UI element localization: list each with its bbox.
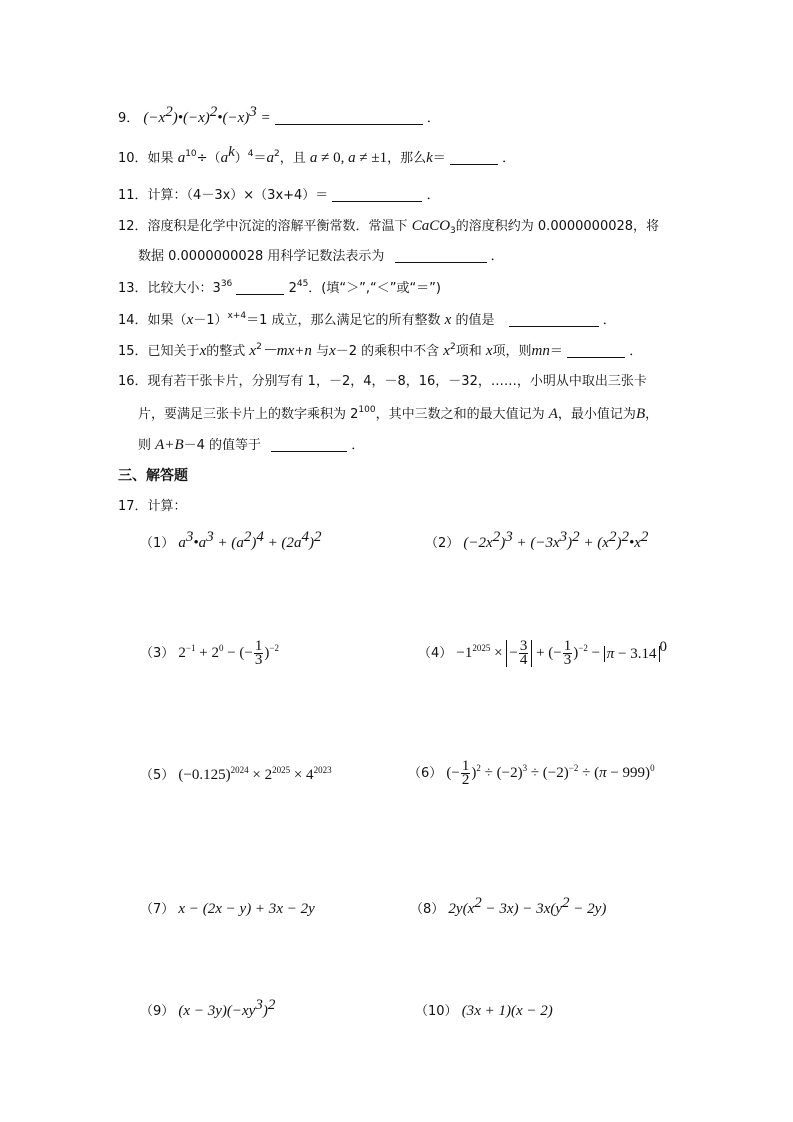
question-10: 10．如果 $a^{10}\div(a^k)^4=a^2$，且 a ≠ 0, a ≠ ±1，那么k＝ ． (118, 144, 516, 166)
sub-problem-2: （2） $(-2x^2)^3 + (-3x^3)^2$ + $(x^2)^2•x^2$ (425, 529, 649, 551)
sub-problem-4: $(4) -1^{2025}$ × − $\frac{3}{4}$ + (− $\frac{1}{3}$ )$^{-2}$ − π − 3.14 $^0$ (418, 638, 668, 668)
answer-blank[interactable] (450, 150, 498, 165)
question-number: 13． (118, 281, 148, 296)
question-number: 10． (118, 151, 148, 166)
sub-problem-7: （7） x − (2x − y) + 3x − 2y (140, 901, 315, 917)
sub-problem-8: （8） $2y(x^2 - 3x) - 3x(y^2 - 2y)$ (410, 895, 607, 917)
sub-problem-6: （6） (− $\frac{1}{2}$ )$^2 \div (-2)^3 \div (-2)^{-2} \div (\pi - 999)^0$ (408, 758, 655, 788)
absolute-value: π − 3.14 (604, 646, 660, 662)
question-16: 16．现有若干张卡片，分别写有 1，－2，4，－8，16，－32，……，小明从中取出三张卡 (118, 374, 647, 389)
section-heading: 三、解答题 (118, 468, 188, 484)
answer-blank[interactable] (332, 187, 422, 202)
question-number: 17． (118, 499, 148, 514)
answer-blank[interactable] (509, 312, 599, 327)
answer-blank[interactable] (275, 110, 423, 125)
question-16-line2: 片，要满足三张卡片上的数字乘积为 $2^{100}$，其中三数之和的最大值记为 A，最小值记为B， (138, 405, 659, 422)
question-12-line2: 数据 0.0000000028 用科学记数法表示为 ． (138, 249, 504, 264)
sub-problem-10: （10） (3x + 1)(x − 2) (415, 1003, 553, 1019)
question-15: 15．已知关于x的整式 $x^2-mx+n$ 与x－2 的乘积中不含 $x^2$项和 x项，则mn＝ ． (118, 342, 643, 359)
question-16-line3: 则 A+B－4 的值等于 ． (138, 437, 365, 453)
question-number: 9． (118, 111, 140, 126)
question-number: 11． (118, 188, 148, 203)
question-number: 15． (118, 344, 148, 359)
fraction: $\frac{1}{3}$ (563, 638, 572, 668)
question-12: 12．溶度积是化学中沉淀的溶解平衡常数．常温下 CaCO$_3$的溶度积约为 0.0000000028，将 (118, 218, 660, 236)
expression: $(-x^2)•(-x)^2•(-x)^3$ = (143, 104, 271, 126)
question-number: 12． (118, 219, 148, 234)
question-13: 13．比较大小：$3^{36}$ $2^{45}$．(填“＞”,“＜”或“＝”) (118, 279, 441, 296)
question-14: 14．如果$(x-1)^{x+4}=1$ 成立，那么满足它的所有整数 x 的值是 ． (118, 311, 616, 328)
absolute-value: − $\frac{3}{4}$ (506, 640, 532, 667)
answer-blank[interactable] (395, 248, 487, 263)
answer-blank[interactable] (567, 343, 625, 358)
fraction: $\frac{1}{3}$ (254, 638, 263, 668)
sub-problem-9: （9） $(x - 3y)(-xy^3)^2$ (140, 997, 276, 1019)
sub-problem-3: （3） $2^{-1} + 2^0$ − (− $\frac{1}{3}$ )$^{-2}$ (140, 638, 279, 668)
answer-blank[interactable] (271, 437, 347, 452)
answer-blank[interactable] (236, 280, 284, 295)
question-9: 9． $(-x^2)•(-x)^2•(-x)^3$ = ． (118, 104, 440, 126)
fraction: $\frac{1}{2}$ (461, 758, 470, 788)
sub-problem-5: （5） $(-0.125)^{2024} \times 2^{2025} \times 4^{2023}$ (140, 765, 332, 783)
question-number: 16． (118, 374, 148, 389)
question-number: 14． (118, 313, 148, 328)
sub-problem-1: （1） $a^3•a^3 + (a^2)^4 + (2a^4)^2$ (140, 529, 322, 551)
question-17: 17．计算： (118, 499, 187, 514)
question-11: 11．计算：（4－3x）×（3x+4）＝ ． (118, 188, 440, 203)
